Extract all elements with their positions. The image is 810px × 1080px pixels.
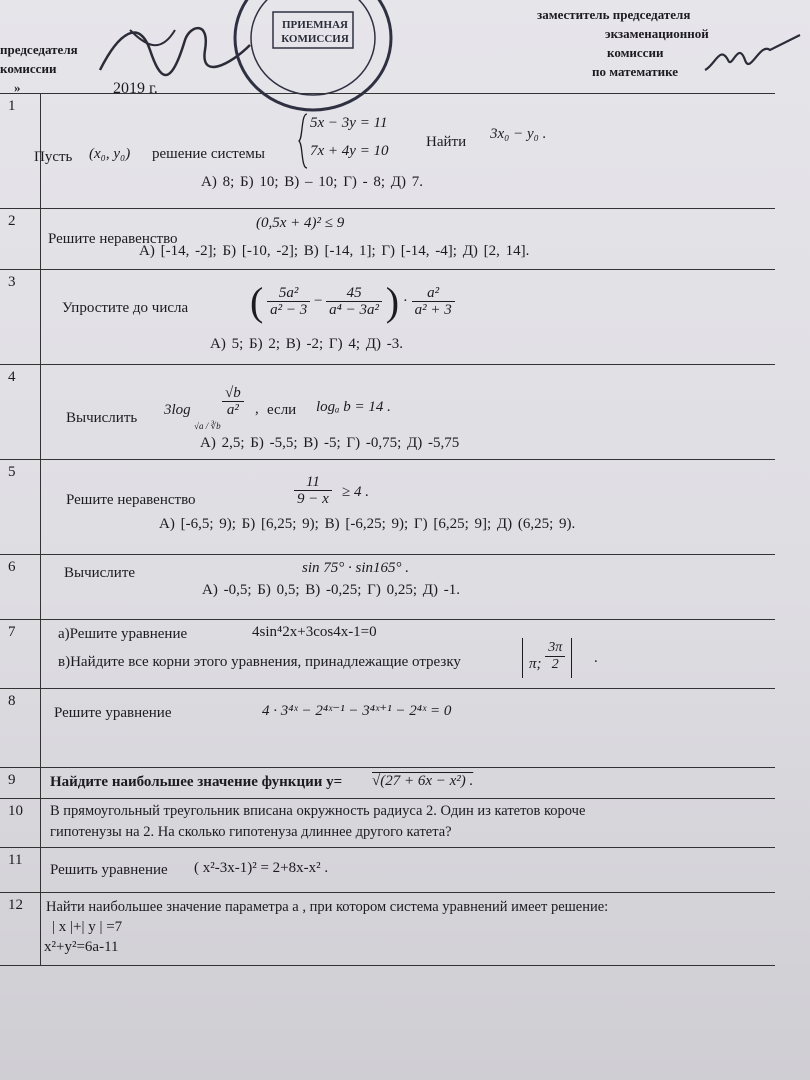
task-number: 6 xyxy=(0,555,41,619)
task-12-eq1: | x |+| y | =7 xyxy=(52,919,123,935)
task-row-7 xyxy=(0,620,775,689)
task-1-text: Пусть xyxy=(34,149,73,165)
task-row-3 xyxy=(0,270,775,365)
task-number: 3 xyxy=(0,270,41,364)
task-row-10 xyxy=(0,799,775,848)
task-12-eq2: x²+y²=6a-11 xyxy=(44,939,119,955)
task-7-end: . xyxy=(594,650,598,666)
task-5-fraction: $\frac{11}{9 - x}$ xyxy=(294,474,332,507)
task-number: 2 xyxy=(0,209,41,269)
task-row-12 xyxy=(0,893,775,966)
task-row-4 xyxy=(0,365,775,460)
paren-right: ) xyxy=(385,279,400,324)
signature-right-icon xyxy=(700,30,805,85)
task-3-answers: А) 5; Б) 2; В) -2; Г) 4; Д) -3. xyxy=(210,336,403,352)
dot-sign: · xyxy=(402,292,408,309)
task-number: 11 xyxy=(0,848,41,892)
task-1-find: Найти xyxy=(426,134,467,150)
task-6-text: Вычислите xyxy=(64,565,136,581)
task-9-expr: √(27 + 6x − x²) . xyxy=(372,773,474,789)
year-value: 2019 xyxy=(113,80,145,97)
task-row-1 xyxy=(0,94,775,209)
task-number: 5 xyxy=(0,460,41,554)
header-right-line4: по математике xyxy=(592,64,679,79)
task-row-5 xyxy=(0,460,775,555)
task-10-line2: гипотенузы на 2. На сколько гипотенуза длиннее другого катета? xyxy=(50,824,452,840)
tasks-table xyxy=(0,93,775,966)
task-number: 12 xyxy=(0,893,41,965)
task-number: 8 xyxy=(0,689,41,767)
task-4-text: Вычислить xyxy=(66,410,138,426)
task-5-answers: А) [-6,5; 9); Б) [6,25; 9); В) [-6,25; 9); Г) [6,25; 9]; Д) (6,25; 9). xyxy=(159,516,576,532)
task-4-fraction: $\frac{√b}{\text{a²}}$ xyxy=(222,385,244,418)
task-number: 10 xyxy=(0,799,41,847)
task-4-comma: , xyxy=(255,401,259,417)
task-12-line1: Найти наибольшее значение параметра а , при котором система уравнений имеет решение: xyxy=(46,899,609,915)
task-11-expr: ( x²-3x-1)² = 2+8x-x² . xyxy=(194,860,329,876)
task-4-base: √a / ∛b xyxy=(194,421,221,431)
task-1-target: 3x₀ − y₀ . xyxy=(490,126,547,142)
task-1-text2: решение системы xyxy=(152,146,265,162)
header-right-line1: заместитель председателя xyxy=(537,7,691,22)
task-6-answers: А) -0,5; Б) 0,5; В) -0,25; Г) 0,25; Д) -1. xyxy=(202,582,460,598)
task-10-line1: В прямоугольный треугольник вписана окружность радиуса 2. Один из катетов короче xyxy=(50,803,586,819)
task-5-rest: ≥ 4 . xyxy=(342,484,369,500)
task-8-expr: 4 · 3⁴ˣ − 2⁴ˣ⁻¹ − 3⁴ˣ⁺¹ − 2⁴ˣ = 0 xyxy=(262,703,452,719)
task-6-expr: sin 75° · sin165° . xyxy=(302,560,410,576)
header-right-line3: комиссии xyxy=(607,45,664,60)
task-row-11 xyxy=(0,848,775,893)
header-left xyxy=(0,40,78,97)
task-row-9 xyxy=(0,768,775,799)
year-suffix: г. xyxy=(149,80,158,97)
fraction-2: $\frac{45}{\text{a⁴ − 3a²}}$ xyxy=(326,285,382,318)
task-row-6 xyxy=(0,555,775,620)
stamp-text xyxy=(275,18,355,46)
task-1-eq1: 5x − 3y = 11 xyxy=(310,115,388,131)
header-right xyxy=(537,5,709,81)
stamp-line2: КОМИССИЯ xyxy=(281,33,349,45)
header-left-line2: комиссии xyxy=(0,61,57,76)
task-3-text: Упростите до числа xyxy=(62,300,189,316)
task-7-text-a: а)Решите уравнение xyxy=(58,626,188,642)
task-number: 1 xyxy=(0,94,41,208)
task-1-eq2: 7x + 4y = 10 xyxy=(310,143,389,159)
header-left-line1: председателя xyxy=(0,42,78,57)
fraction-3: $\frac{\text{a²}}{\text{a² + 3}}$ xyxy=(412,285,455,318)
paren-left: ( xyxy=(250,279,264,324)
task-1-pair: (x₀, y₀) xyxy=(89,146,131,162)
task-number: 7 xyxy=(0,620,41,688)
task-4-cond-word: если xyxy=(267,402,297,418)
task-2-expr: (0,5x + 4)² ≤ 9 xyxy=(256,215,345,231)
system-brace-icon xyxy=(297,112,309,170)
task-row-2 xyxy=(0,209,775,270)
task-2-text: Решите неравенство xyxy=(48,231,178,247)
task-8-text: Решите уравнение xyxy=(54,705,172,721)
task-7-segment: π; $\frac{3\pi}{2}$ xyxy=(522,638,572,678)
task-number: 4 xyxy=(0,365,41,459)
header-left-quote: » xyxy=(14,80,21,95)
task-7-text-b: в)Найдите все корни этого уравнения, принадлежащие отрезку xyxy=(58,654,461,670)
task-5-text: Решите неравенство xyxy=(66,492,196,508)
minus-sign: − xyxy=(313,292,323,309)
stamp-line1: ПРИЕМНАЯ xyxy=(282,19,348,31)
task-2-answers: А) [-14, -2]; Б) [-10, -2]; В) [-14, 1]; Г) [-14, -4]; Д) [2, 14]. xyxy=(139,243,530,259)
task-4-cond: logₐ b = 14 . xyxy=(316,399,391,415)
task-4-answers: А) 2,5; Б) -5,5; В) -5; Г) -0,75; Д) -5,75 xyxy=(200,435,460,451)
segment-left: π; xyxy=(529,655,542,672)
task-3-expression xyxy=(250,278,455,325)
task-9-text: Найдите наибольшее значение функции у= xyxy=(50,774,343,790)
task-row-8 xyxy=(0,689,775,768)
header-right-line2: экзаменационной xyxy=(605,26,709,41)
task-number: 9 xyxy=(0,768,41,798)
task-7-eq: 4sin⁴2x+3cos4x-1=0 xyxy=(252,624,377,640)
task-11-text: Решить уравнение xyxy=(50,862,168,878)
fraction-1: $\frac{\text{5a²}}{\text{a² − 3}}$ xyxy=(267,285,310,318)
task-1-answers: А) 8; Б) 10; В) – 10; Г) - 8; Д) 7. xyxy=(201,174,423,190)
task-4-coef: 3log xyxy=(164,402,191,418)
